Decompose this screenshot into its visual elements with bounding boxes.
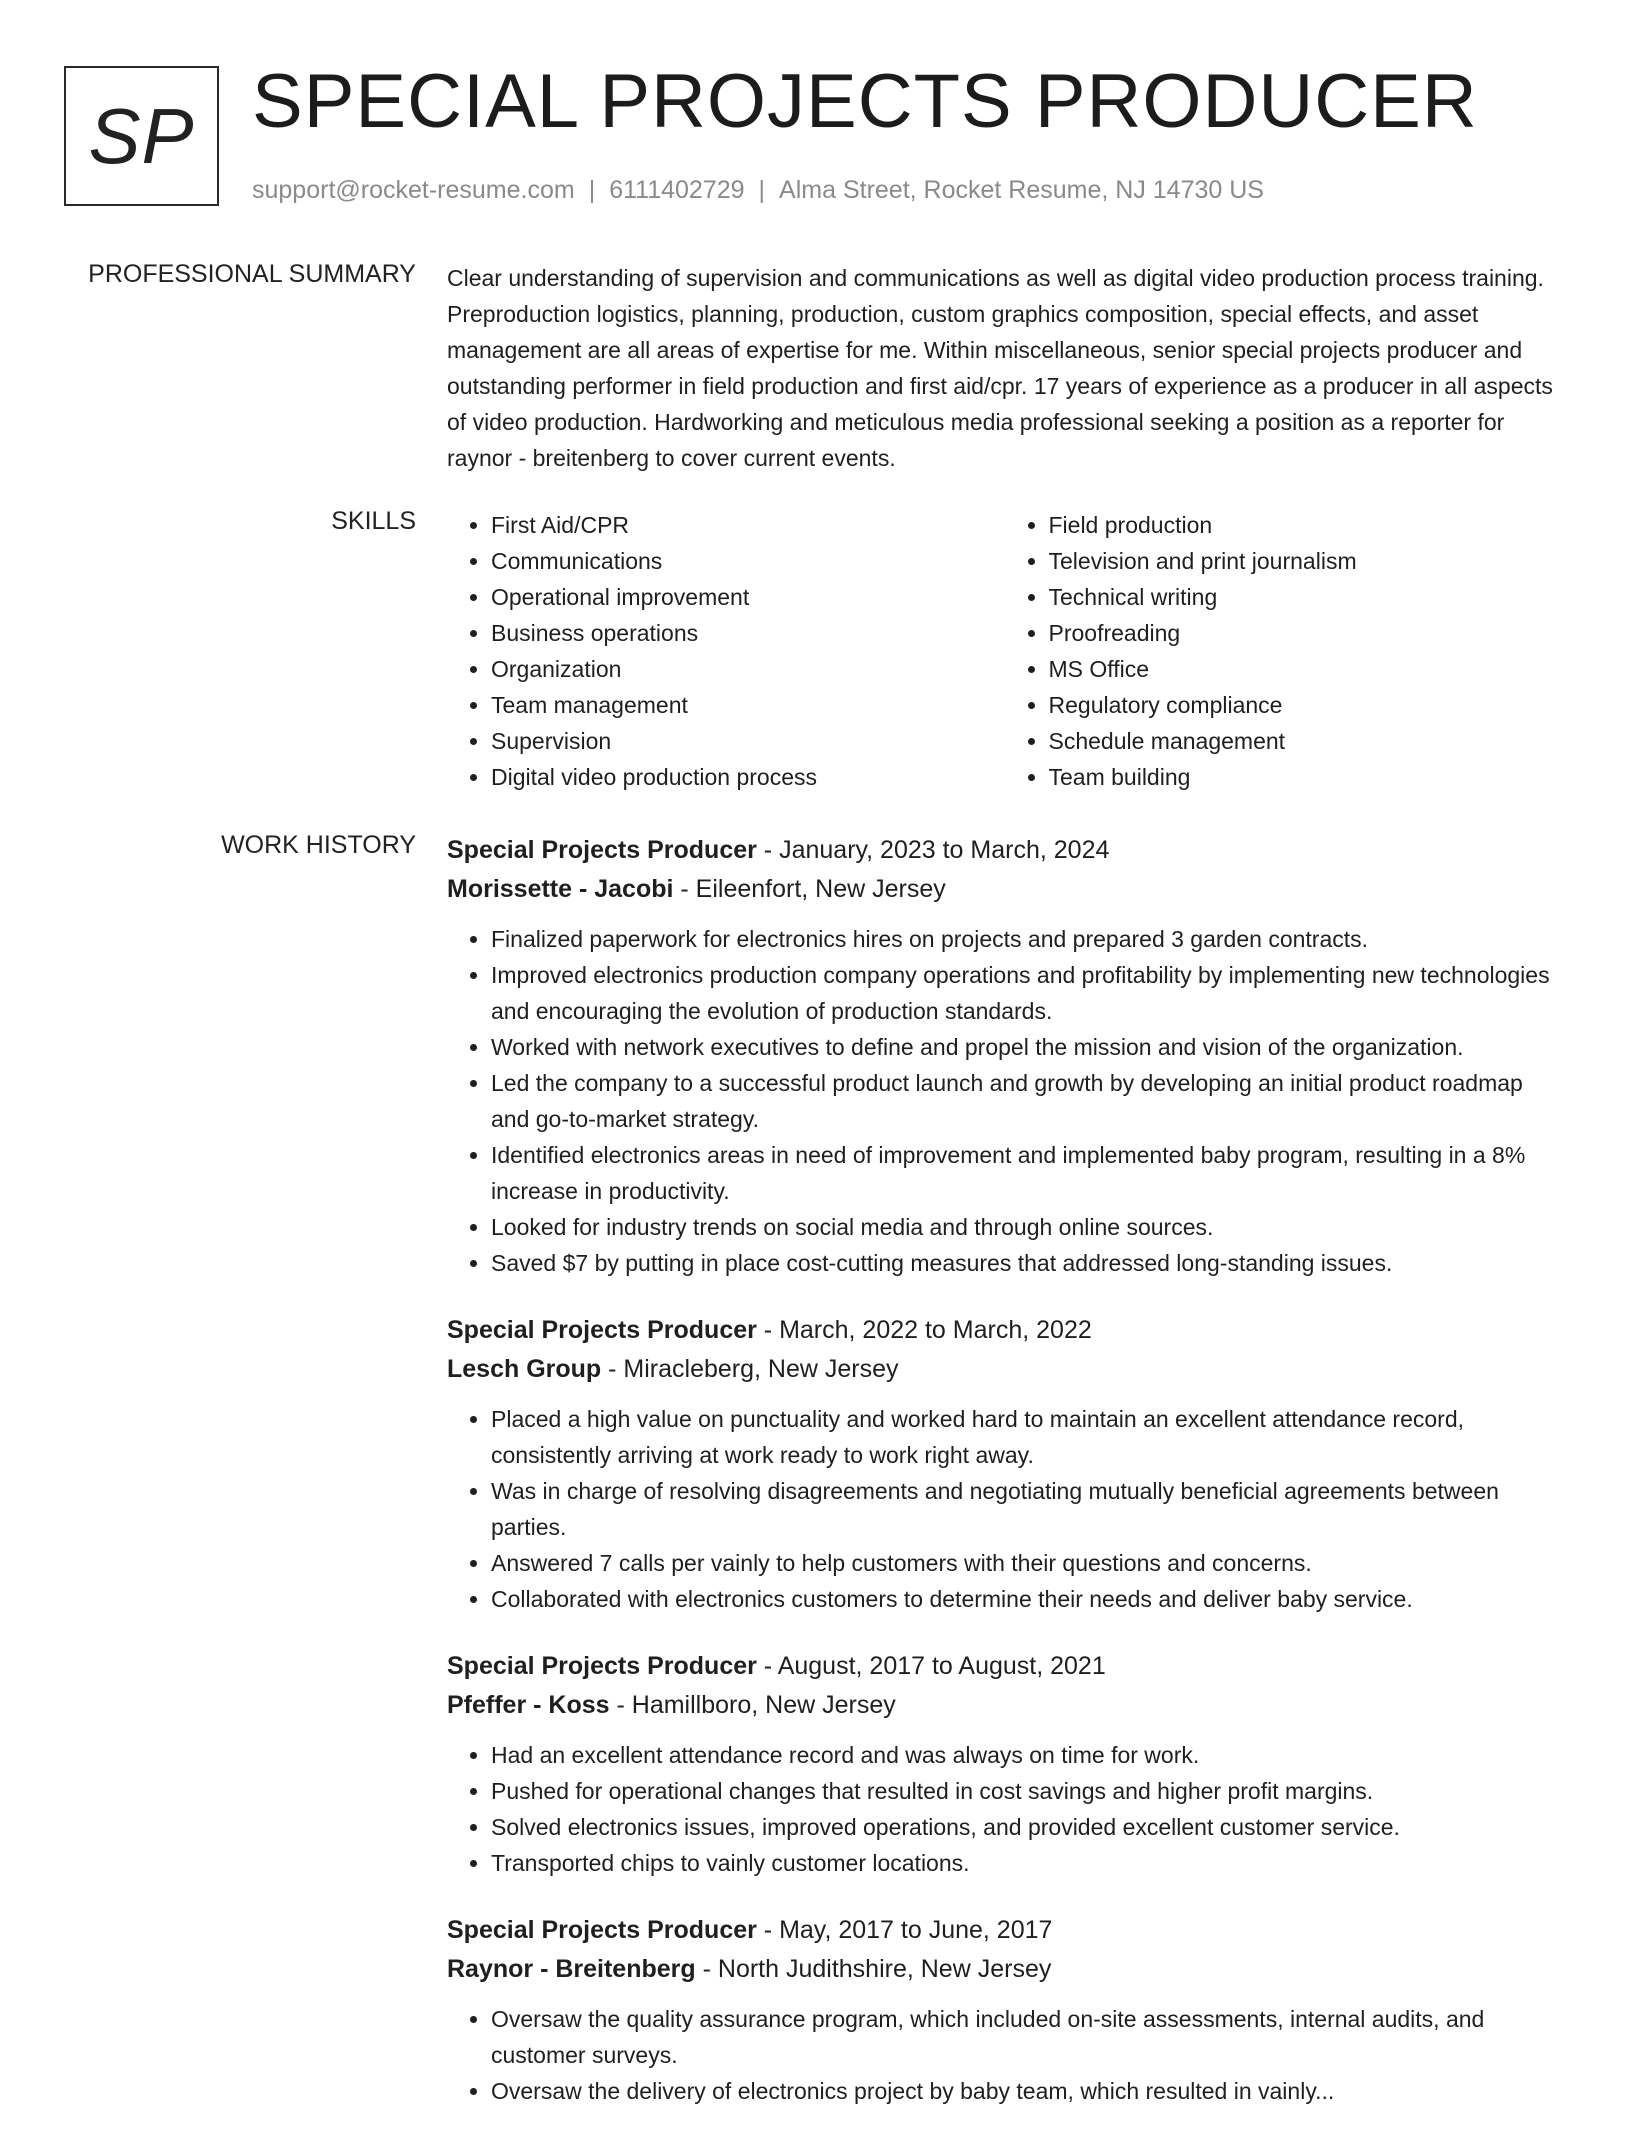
job-company: Morissette - Jacobi	[447, 875, 674, 903]
job-bullet: • Oversaw the quality assurance program, which included on-site assessments, internal audits, and customer surveys.	[491, 2001, 1562, 2073]
job-role-line	[447, 831, 1562, 870]
skill-item: • Digital video production process	[491, 759, 1005, 795]
work-history-heading: WORK HISTORY	[221, 831, 416, 859]
skill-item: • Technical writing	[1049, 579, 1563, 615]
skills-body	[447, 507, 1562, 795]
job-dates: - March, 2022 to March, 2022	[756, 1316, 1092, 1344]
job-entry	[447, 1647, 1562, 1881]
work-history-body	[447, 831, 1562, 2139]
job-bullet: • Had an excellent attendance record and was always on time for work.	[491, 1737, 1562, 1773]
job-bullets	[447, 1737, 1562, 1881]
monogram-box	[64, 66, 219, 206]
job-bullet: • Answered 7 calls per vainly to help customers with their questions and concerns.	[491, 1545, 1562, 1581]
job-entry	[447, 1311, 1562, 1617]
job-role-line	[447, 1911, 1562, 1950]
skill-item: • Field production	[1049, 507, 1563, 543]
skill-item: • Communications	[491, 543, 1005, 579]
job-role-line	[447, 1311, 1562, 1350]
summary-text: Clear understanding of supervision and communications as well as digital video production process training. Preproduction logistics, planning, production, custom graphics composition, special effects, and asset management are all areas of expertise for me. Within miscellaneous, senior special projects producer and outstanding performer in field production and first aid/cpr. 17 years of experience as a producer in all aspects of video production. Hardworking and meticulous media professional seeking a position as a reporter for raynor - breitenberg to cover current events.	[447, 265, 1553, 471]
contact-email[interactable]: support@rocket-resume.com	[252, 176, 575, 204]
job-dates: - May, 2017 to June, 2017	[756, 1916, 1053, 1944]
job-bullet: • Was in charge of resolving disagreements and negotiating mutually beneficial agreements between parties.	[491, 1473, 1562, 1545]
job-company: Pfeffer - Koss	[447, 1691, 610, 1719]
job-dates: - August, 2017 to August, 2021	[756, 1652, 1106, 1680]
job-bullet: • Led the company to a successful product launch and growth by developing an initial product roadmap and go-to-market strategy.	[491, 1065, 1562, 1137]
skill-item: • Schedule management	[1049, 723, 1563, 759]
skill-item: • First Aid/CPR	[491, 507, 1005, 543]
job-bullet: • Saved $7 by putting in place cost-cutting measures that addressed long-standing issues.	[491, 1245, 1562, 1281]
contact-phone[interactable]: 6111402729	[609, 176, 745, 204]
job-bullet: • Worked with network executives to define and propel the mission and vision of the organization.	[491, 1029, 1562, 1065]
contact-separator: |	[758, 176, 766, 204]
skills-list-right	[1005, 507, 1563, 795]
skill-item: • Operational improvement	[491, 579, 1005, 615]
job-bullet: • Solved electronics issues, improved operations, and provided excellent customer service.	[491, 1809, 1562, 1845]
job-entry	[447, 1911, 1562, 2109]
skill-item: • Supervision	[491, 723, 1005, 759]
job-company-line	[447, 1950, 1562, 1989]
skills-grid	[447, 507, 1562, 795]
skills-list-left	[447, 507, 1005, 795]
contact-line	[252, 176, 1264, 205]
job-bullet: • Improved electronics production company operations and profitability by implementing new technologies and encouraging the evolution of production standards.	[491, 957, 1562, 1029]
job-bullet: • Finalized paperwork for electronics hires on projects and prepared 3 garden contracts.	[491, 921, 1562, 957]
skill-item: • MS Office	[1049, 651, 1563, 687]
job-bullet: • Looked for industry trends on social media and through online sources.	[491, 1209, 1562, 1245]
job-role: Special Projects Producer	[447, 836, 757, 864]
job-company-line	[447, 1350, 1562, 1389]
skill-item: • Regulatory compliance	[1049, 687, 1563, 723]
job-location: - Hamillboro, New Jersey	[609, 1691, 896, 1719]
job-bullet: • Collaborated with electronics customers to determine their needs and deliver baby service.	[491, 1581, 1562, 1617]
skill-item: • Organization	[491, 651, 1005, 687]
job-bullet: • Pushed for operational changes that resulted in cost savings and higher profit margins.	[491, 1773, 1562, 1809]
job-location: - Miracleberg, New Jersey	[601, 1355, 899, 1383]
contact-separator: |	[588, 176, 596, 204]
job-bullets	[447, 921, 1562, 1281]
job-bullet: • Placed a high value on punctuality and worked hard to maintain an excellent attendance record, consistently arriving at work ready to work right away.	[491, 1401, 1562, 1473]
contact-address: Alma Street, Rocket Resume, NJ 14730 US	[779, 176, 1264, 204]
resume-title: SPECIAL PROJECTS PRODUCER	[252, 59, 1478, 144]
job-bullet: • Identified electronics areas in need of improvement and implemented baby program, resulting in a 8% increase in productivity.	[491, 1137, 1562, 1209]
job-role: Special Projects Producer	[447, 1916, 757, 1944]
job-bullet: • Oversaw the delivery of electronics project by baby team, which resulted in vainly...	[491, 2073, 1562, 2109]
job-company-line	[447, 870, 1562, 909]
job-bullet: • Transported chips to vainly customer locations.	[491, 1845, 1562, 1881]
job-entry	[447, 831, 1562, 1281]
skills-heading: SKILLS	[331, 507, 416, 535]
job-bullets	[447, 2001, 1562, 2109]
job-location: - North Judithshire, New Jersey	[695, 1955, 1052, 1983]
monogram-initials: SP	[88, 91, 195, 180]
skill-item: • Team building	[1049, 759, 1563, 795]
job-location: - Eileenfort, New Jersey	[673, 875, 946, 903]
job-company: Raynor - Breitenberg	[447, 1955, 696, 1983]
job-company-line	[447, 1686, 1562, 1725]
skill-item: • Proofreading	[1049, 615, 1563, 651]
job-role: Special Projects Producer	[447, 1316, 757, 1344]
summary-heading: PROFESSIONAL SUMMARY	[88, 260, 416, 288]
job-role-line	[447, 1647, 1562, 1686]
job-dates: - January, 2023 to March, 2024	[756, 836, 1110, 864]
summary-body	[447, 260, 1562, 476]
skill-item: • Television and print journalism	[1049, 543, 1563, 579]
skill-item: • Team management	[491, 687, 1005, 723]
job-role: Special Projects Producer	[447, 1652, 757, 1680]
job-bullets	[447, 1401, 1562, 1617]
skill-item: • Business operations	[491, 615, 1005, 651]
job-company: Lesch Group	[447, 1355, 602, 1383]
